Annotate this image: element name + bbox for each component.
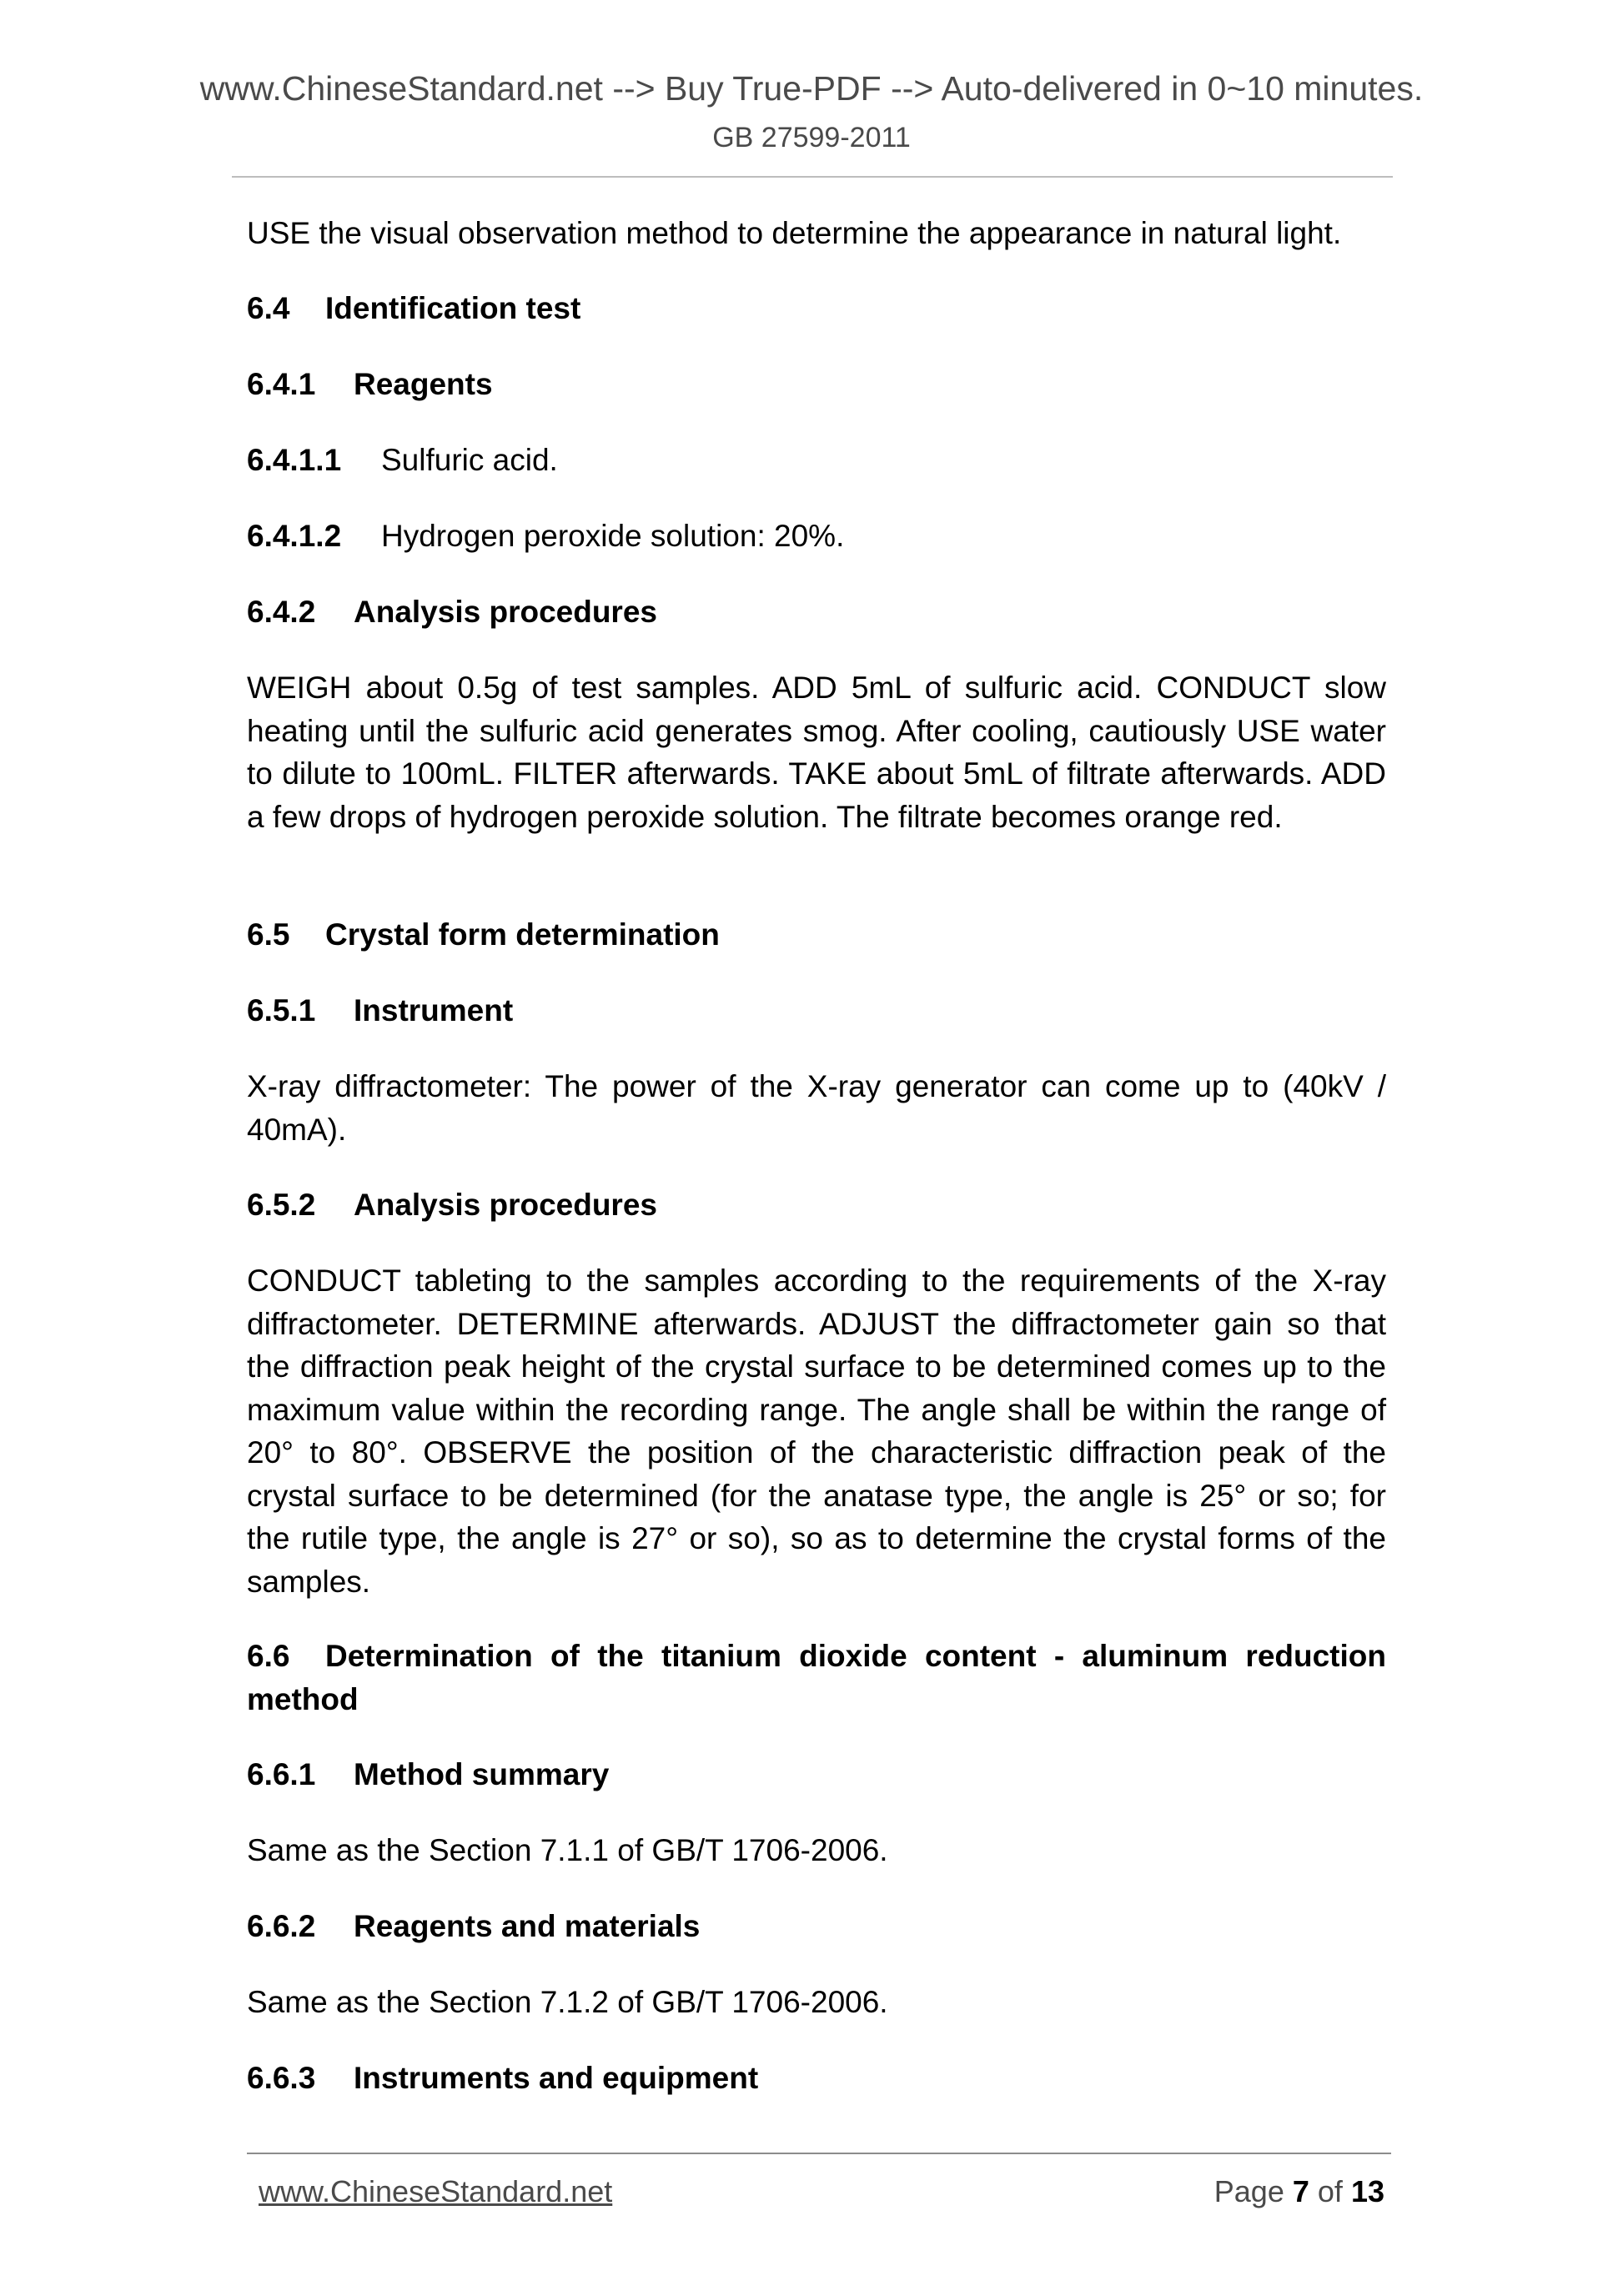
clause-number: 6.4.1.1	[247, 443, 342, 477]
section-title: Instruments and equipment	[354, 2061, 759, 2095]
header-banner: www.ChineseStandard.net --> Buy True-PDF --> Auto-delivered in 0~10 minutes.	[199, 69, 1424, 108]
clause-6-4-1-1	[247, 439, 558, 482]
section-6-4-heading	[247, 287, 580, 330]
section-number: 6.4.1	[247, 367, 316, 401]
section-number: 6.6	[247, 1639, 290, 1673]
section-6-5-2-heading	[247, 1183, 657, 1227]
section-title: Reagents and materials	[354, 1909, 701, 1943]
section-6-5-1-paragraph: X-ray diffractometer: The power of the X-ray generator can come up to (40kV / 40mA).	[247, 1069, 1386, 1147]
section-number: 6.5.1	[247, 993, 316, 1027]
total-pages-number: 13	[1350, 2174, 1384, 2208]
current-page-number: 7	[1292, 2174, 1309, 2208]
footer-site-link[interactable]: www.ChineseStandard.net	[259, 2174, 613, 2208]
section-6-5-1-heading	[247, 989, 513, 1032]
section-6-6-1-paragraph: Same as the Section 7.1.1 of GB/T 1706-2006.	[247, 1833, 888, 1867]
section-number: 6.5	[247, 917, 290, 952]
header-divider	[232, 176, 1393, 178]
page-word: Page	[1213, 2174, 1284, 2208]
section-6-4-2-heading	[247, 590, 657, 634]
section-number: 6.6.3	[247, 2061, 316, 2095]
section-6-6-1-heading	[247, 1753, 609, 1796]
section-title: Instrument	[354, 993, 514, 1027]
page-indicator	[1214, 2173, 1384, 2210]
section-6-6-heading	[247, 1635, 1386, 1721]
section-6-5-2-paragraph: CONDUCT tableting to the samples according to the requirements of the X-ray diffractometer. DETERMINE afterwards. ADJUST the diffractometer gain so that the diffraction peak height of the crystal surface to be determined comes up to the maximum value within the recording range. The angle shall be within the range of 20° to 80°. OBSERVE the position of the characteristic diffraction peak of the crystal surface to be determined (for the anatase type, the angle is 25° or so; for the rutile type, the angle is 27° or so), so as to determine the crystal forms of the samples.	[247, 1264, 1386, 1599]
section-6-4-1-heading	[247, 363, 493, 406]
clause-text: Hydrogen peroxide solution: 20%.	[381, 519, 845, 553]
section-number: 6.4	[247, 291, 290, 325]
section-6-5-heading	[247, 913, 720, 957]
section-title: Analysis procedures	[354, 595, 657, 629]
clause-text: Sulfuric acid.	[381, 443, 558, 477]
section-title: Method summary	[354, 1757, 610, 1791]
section-number: 6.6.1	[247, 1757, 316, 1791]
section-6-6-2-paragraph: Same as the Section 7.1.2 of GB/T 1706-2006.	[247, 1985, 888, 2019]
section-title: Analysis procedures	[354, 1188, 657, 1222]
intro-paragraph: USE the visual observation method to determine the appearance in natural light.	[247, 216, 1342, 250]
clause-number: 6.4.1.2	[247, 519, 342, 553]
page-of-word: of	[1317, 2174, 1343, 2208]
section-title: Crystal form determination	[325, 917, 720, 952]
clause-6-4-1-2	[247, 515, 844, 558]
section-number: 6.4.2	[247, 595, 316, 629]
section-title: Identification test	[325, 291, 581, 325]
section-6-6-2-heading	[247, 1905, 700, 1948]
footer-divider	[247, 2153, 1391, 2154]
section-title: Reagents	[354, 367, 493, 401]
section-number: 6.5.2	[247, 1188, 316, 1222]
section-6-4-2-paragraph: WEIGH about 0.5g of test samples. ADD 5mL of sulfuric acid. CONDUCT slow heating until the sulfuric acid generates smog. After cooling, cautiously USE water to dilute to 100mL. FILTER afterwards. TAKE about 5mL of filtrate afterwards. ADD a few drops of hydrogen peroxide solution. The filtrate becomes orange red.	[247, 671, 1386, 834]
standard-code: GB 27599-2011	[712, 122, 911, 153]
section-title: Determination of the titanium dioxide content - aluminum reduction method	[247, 1639, 1386, 1716]
section-number: 6.6.2	[247, 1909, 316, 1943]
section-6-6-3-heading	[247, 2057, 758, 2100]
